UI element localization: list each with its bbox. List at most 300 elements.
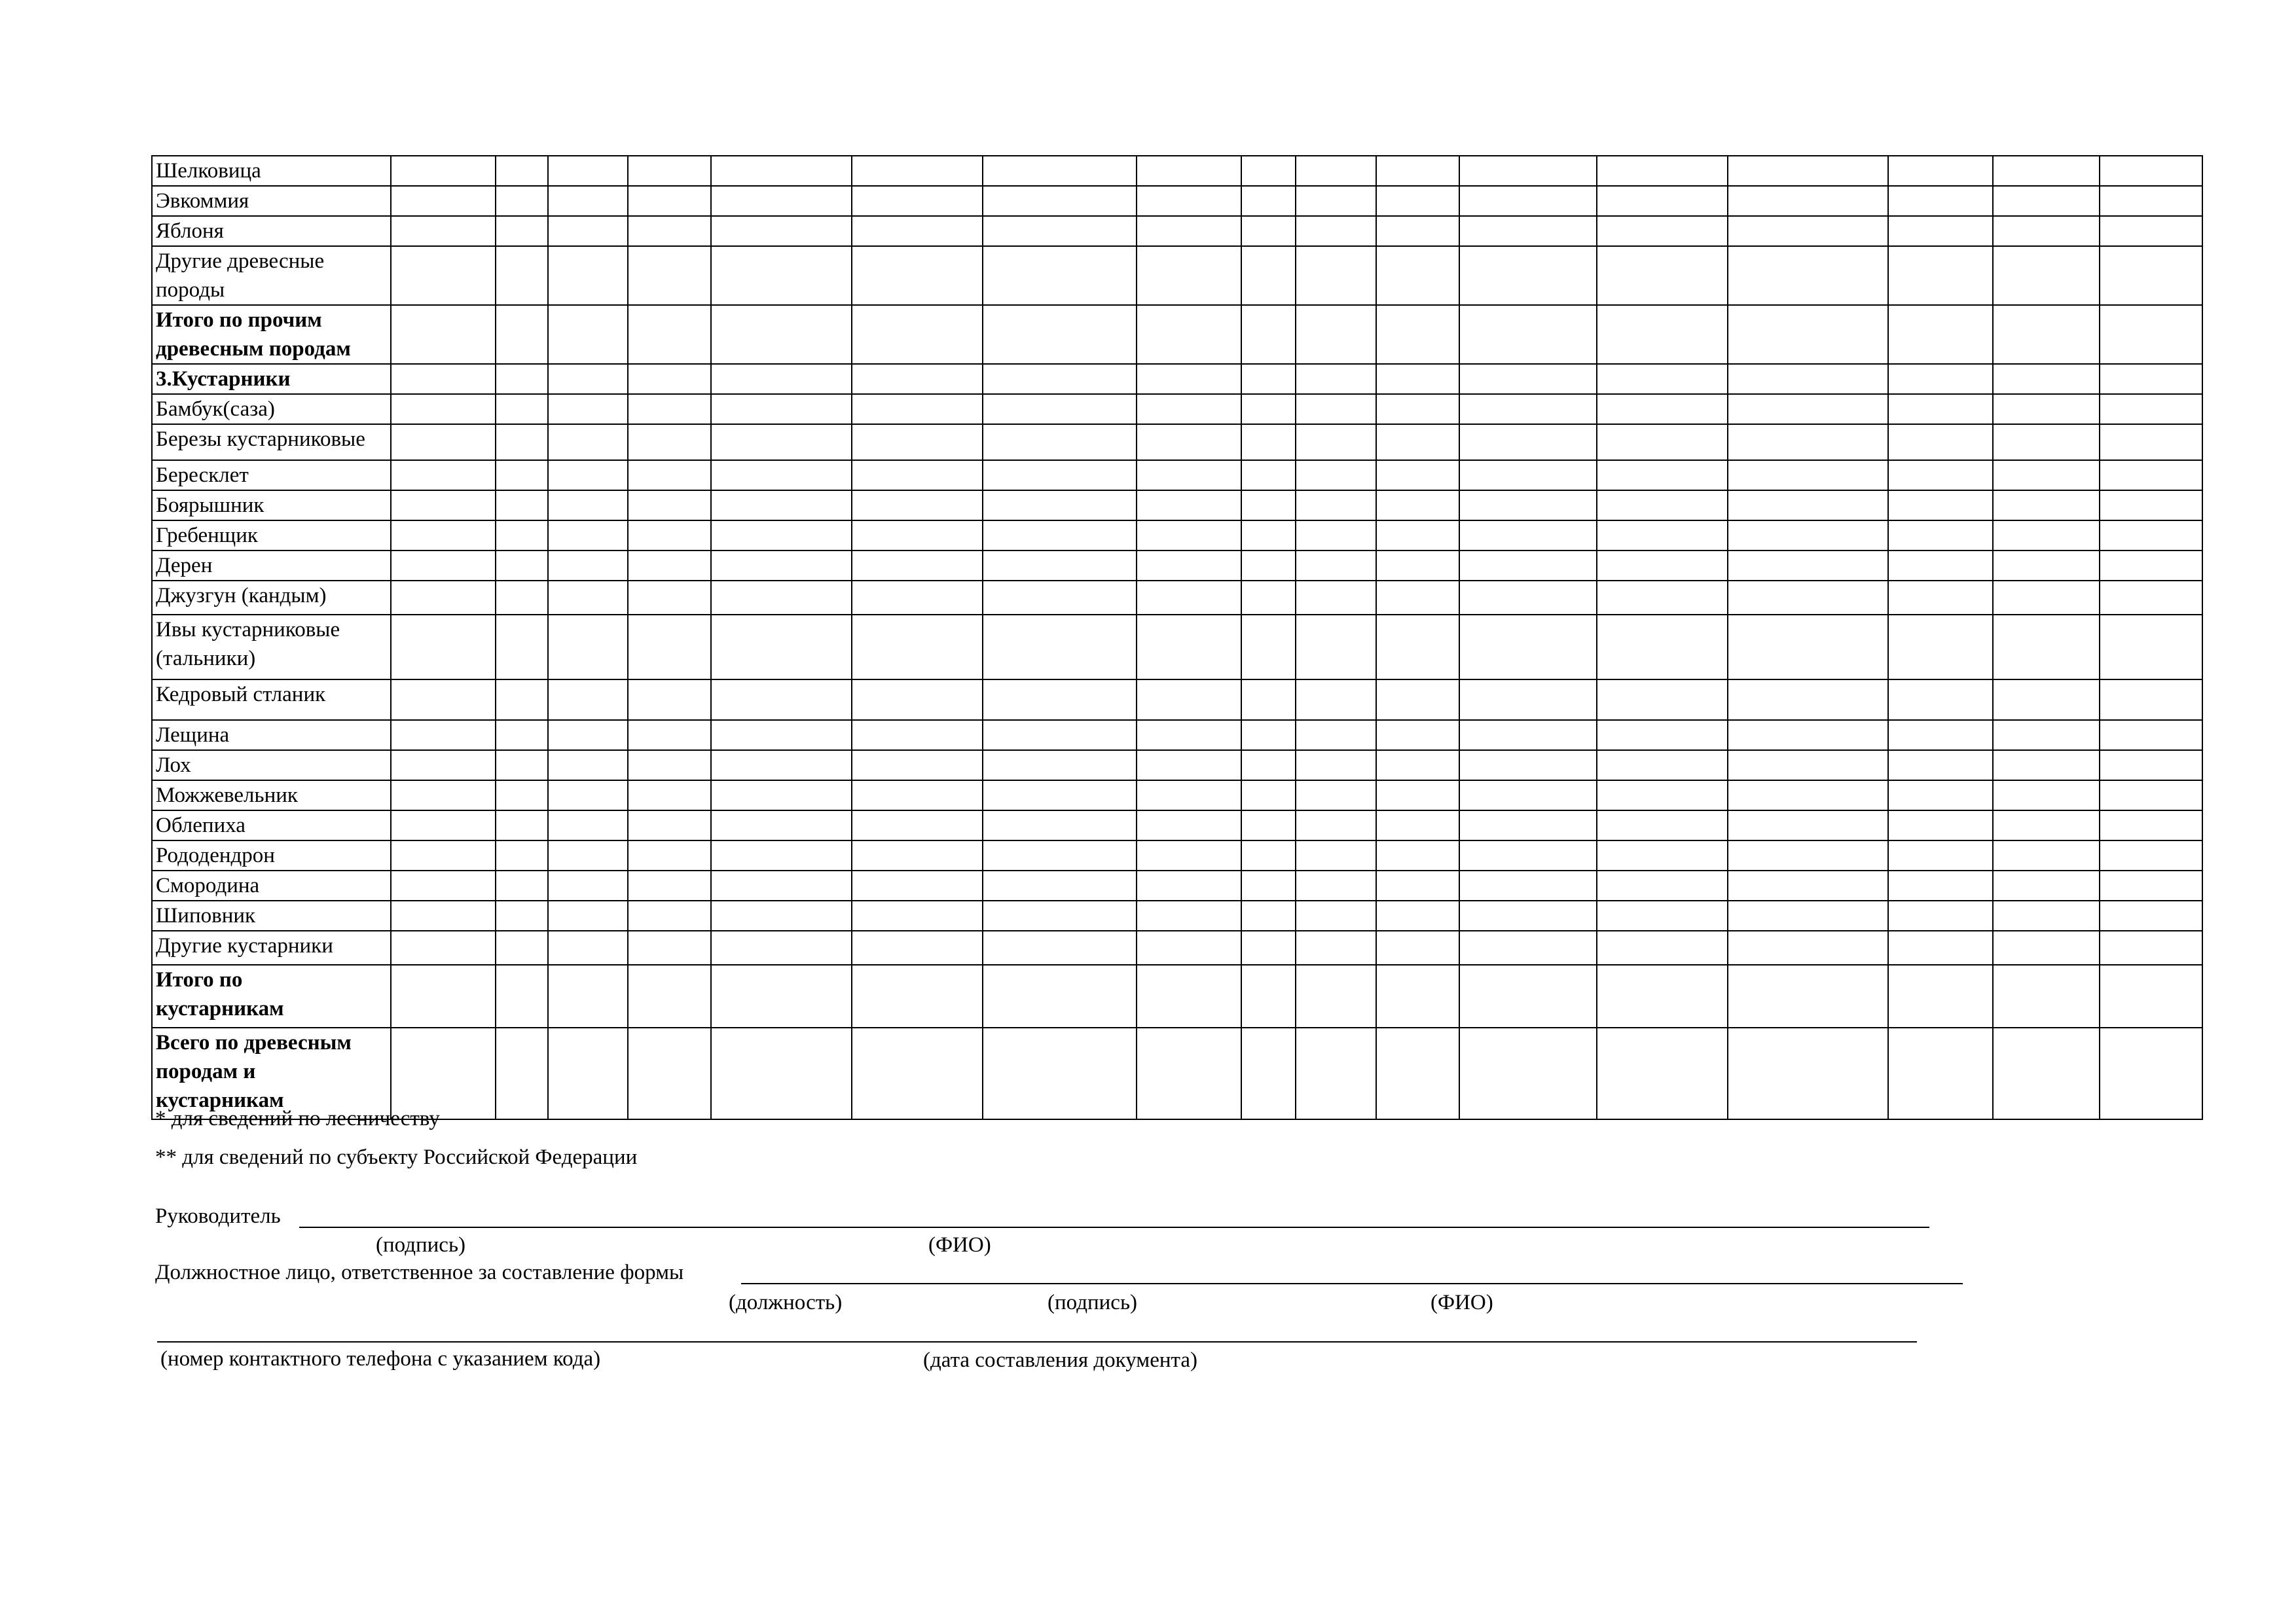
data-cell <box>1376 780 1459 810</box>
data-cell <box>1728 750 1888 780</box>
data-cell <box>1888 780 1993 810</box>
data-cell <box>1888 186 1993 216</box>
note-double-star: ** для сведений по субъекту Российской Федерации <box>155 1146 638 1169</box>
data-cell <box>548 460 628 490</box>
data-cell <box>628 810 711 840</box>
table-row <box>152 246 2202 305</box>
data-cell <box>1459 931 1597 965</box>
data-cell <box>1241 679 1296 720</box>
data-cell <box>391 364 496 394</box>
data-cell <box>1459 901 1597 931</box>
data-cell <box>628 520 711 550</box>
data-cell <box>1241 1028 1296 1119</box>
data-cell <box>2100 1028 2202 1119</box>
data-cell <box>1597 615 1728 679</box>
data-cell <box>1888 460 1993 490</box>
data-cell <box>711 550 852 581</box>
data-cell <box>628 490 711 520</box>
data-cell <box>1241 305 1296 364</box>
table-row <box>152 810 2202 840</box>
data-cell <box>548 679 628 720</box>
data-cell <box>1728 965 1888 1028</box>
data-cell <box>1597 931 1728 965</box>
data-cell <box>983 871 1137 901</box>
data-cell <box>1728 679 1888 720</box>
data-cell <box>983 520 1137 550</box>
data-cell <box>628 581 711 615</box>
data-cell <box>1888 1028 1993 1119</box>
data-cell <box>852 424 983 460</box>
table-row <box>152 460 2202 490</box>
data-cell <box>711 931 852 965</box>
data-cell <box>1993 581 2100 615</box>
date-hint: (дата составления документа) <box>923 1348 1197 1372</box>
data-cell <box>1376 550 1459 581</box>
data-cell <box>2100 750 2202 780</box>
data-cell <box>628 965 711 1028</box>
data-cell <box>496 840 548 871</box>
table-row <box>152 305 2202 364</box>
official-name-hint: (ФИО) <box>1430 1291 1493 1314</box>
data-cell <box>1993 840 2100 871</box>
data-cell <box>1376 615 1459 679</box>
table-row <box>152 394 2202 424</box>
data-cell <box>391 394 496 424</box>
data-cell <box>1137 840 1241 871</box>
data-cell <box>1459 424 1597 460</box>
data-cell <box>548 720 628 750</box>
data-cell <box>2100 186 2202 216</box>
data-cell <box>628 1028 711 1119</box>
data-cell <box>548 1028 628 1119</box>
data-cell <box>852 871 983 901</box>
data-cell <box>983 460 1137 490</box>
data-cell <box>852 840 983 871</box>
data-cell <box>1888 810 1993 840</box>
data-cell <box>1728 305 1888 364</box>
data-cell <box>2100 394 2202 424</box>
table-row <box>152 901 2202 931</box>
data-cell <box>852 246 983 305</box>
data-cell <box>1597 394 1728 424</box>
data-cell <box>852 901 983 931</box>
data-cell <box>391 679 496 720</box>
data-cell <box>1137 305 1241 364</box>
data-cell <box>852 186 983 216</box>
species-name-cell: Смородина <box>152 871 391 901</box>
data-cell <box>1137 931 1241 965</box>
table-row <box>152 840 2202 871</box>
data-cell <box>1241 810 1296 840</box>
data-cell <box>711 581 852 615</box>
data-cell <box>1137 965 1241 1028</box>
data-cell <box>1993 550 2100 581</box>
data-cell <box>1728 901 1888 931</box>
data-cell <box>1728 581 1888 615</box>
species-table <box>151 155 2203 1120</box>
data-cell <box>1137 780 1241 810</box>
data-cell <box>548 246 628 305</box>
data-cell <box>1137 424 1241 460</box>
table-row <box>152 364 2202 394</box>
data-cell <box>711 901 852 931</box>
data-cell <box>496 305 548 364</box>
data-cell <box>391 520 496 550</box>
data-cell <box>1459 780 1597 810</box>
data-cell <box>711 965 852 1028</box>
species-name-cell: Другие кустарники <box>152 931 391 965</box>
data-cell <box>1993 305 2100 364</box>
data-cell <box>711 424 852 460</box>
head-label: Руководитель <box>155 1204 281 1228</box>
data-cell <box>628 840 711 871</box>
data-cell <box>1888 246 1993 305</box>
data-cell <box>1296 424 1376 460</box>
data-cell <box>1296 156 1376 186</box>
data-cell <box>1728 364 1888 394</box>
data-cell <box>2100 931 2202 965</box>
data-cell <box>1459 490 1597 520</box>
table-body <box>152 156 2202 1119</box>
data-cell <box>1728 490 1888 520</box>
data-cell <box>628 720 711 750</box>
data-cell <box>1376 460 1459 490</box>
data-cell <box>496 931 548 965</box>
data-cell <box>1597 490 1728 520</box>
data-cell <box>711 460 852 490</box>
data-cell <box>1137 901 1241 931</box>
data-cell <box>2100 901 2202 931</box>
table-row <box>152 490 2202 520</box>
note-single-star: * для сведений по лесничеству <box>155 1107 440 1130</box>
data-cell <box>1888 750 1993 780</box>
data-cell <box>391 460 496 490</box>
data-cell <box>2100 156 2202 186</box>
data-cell <box>1597 581 1728 615</box>
data-cell <box>1888 550 1993 581</box>
species-name-cell: Облепиха <box>152 810 391 840</box>
data-cell <box>391 871 496 901</box>
data-cell <box>1888 216 1993 246</box>
data-cell <box>496 186 548 216</box>
data-cell <box>983 901 1137 931</box>
data-cell <box>2100 460 2202 490</box>
data-cell <box>1728 394 1888 424</box>
data-cell <box>1993 186 2100 216</box>
data-cell <box>852 460 983 490</box>
data-cell <box>628 424 711 460</box>
species-name-cell: Лох <box>152 750 391 780</box>
data-cell <box>1296 550 1376 581</box>
data-cell <box>1597 840 1728 871</box>
data-cell <box>628 780 711 810</box>
data-cell <box>1459 364 1597 394</box>
data-cell <box>391 246 496 305</box>
data-cell <box>711 840 852 871</box>
data-cell <box>852 520 983 550</box>
data-cell <box>548 394 628 424</box>
species-name-cell: Бамбук(саза) <box>152 394 391 424</box>
data-cell <box>1993 965 2100 1028</box>
data-cell <box>391 750 496 780</box>
data-cell <box>391 305 496 364</box>
data-cell <box>711 156 852 186</box>
data-cell <box>1888 840 1993 871</box>
data-cell <box>2100 216 2202 246</box>
data-cell <box>852 780 983 810</box>
species-name-cell: Итого по прочим древесным породам <box>152 305 391 364</box>
data-cell <box>496 720 548 750</box>
data-cell <box>852 581 983 615</box>
data-cell <box>496 550 548 581</box>
data-cell <box>548 901 628 931</box>
data-cell <box>852 156 983 186</box>
data-cell <box>983 305 1137 364</box>
data-cell <box>1296 520 1376 550</box>
data-cell <box>1459 550 1597 581</box>
table-row <box>152 550 2202 581</box>
head-signature-hint: (подпись) <box>376 1233 465 1257</box>
data-cell <box>1376 581 1459 615</box>
data-cell <box>1241 364 1296 394</box>
data-cell <box>983 394 1137 424</box>
species-name-cell: Эвкоммия <box>152 186 391 216</box>
data-cell <box>1459 460 1597 490</box>
data-cell <box>1459 679 1597 720</box>
data-cell <box>391 901 496 931</box>
data-cell <box>548 780 628 810</box>
data-cell <box>1459 615 1597 679</box>
data-cell <box>2100 840 2202 871</box>
data-cell <box>496 581 548 615</box>
data-cell <box>628 186 711 216</box>
data-cell <box>548 216 628 246</box>
data-cell <box>628 679 711 720</box>
data-cell <box>1597 965 1728 1028</box>
data-cell <box>548 965 628 1028</box>
data-cell <box>1296 679 1376 720</box>
data-cell <box>1728 246 1888 305</box>
data-cell <box>1296 871 1376 901</box>
data-cell <box>391 216 496 246</box>
data-cell <box>1597 679 1728 720</box>
data-cell <box>1241 720 1296 750</box>
data-cell <box>1728 871 1888 901</box>
data-cell <box>1993 780 2100 810</box>
data-cell <box>1888 394 1993 424</box>
data-cell <box>2100 305 2202 364</box>
table-row <box>152 1028 2202 1119</box>
data-cell <box>852 490 983 520</box>
data-cell <box>1728 216 1888 246</box>
table-row <box>152 720 2202 750</box>
table-row <box>152 965 2202 1028</box>
data-cell <box>1993 1028 2100 1119</box>
data-cell <box>852 679 983 720</box>
data-cell <box>1296 186 1376 216</box>
data-cell <box>1241 186 1296 216</box>
data-cell <box>983 750 1137 780</box>
data-cell <box>548 550 628 581</box>
data-cell <box>628 246 711 305</box>
data-cell <box>1296 965 1376 1028</box>
data-cell <box>548 424 628 460</box>
data-cell <box>1296 810 1376 840</box>
data-cell <box>1137 156 1241 186</box>
data-cell <box>1888 490 1993 520</box>
data-cell <box>1993 364 2100 394</box>
data-cell <box>1993 901 2100 931</box>
data-cell <box>391 780 496 810</box>
data-cell <box>1137 460 1241 490</box>
data-cell <box>548 156 628 186</box>
data-cell <box>1888 931 1993 965</box>
data-cell <box>1993 460 2100 490</box>
data-cell <box>983 424 1137 460</box>
phone-hint: (номер контактного телефона с указанием кода) <box>160 1347 601 1371</box>
data-cell <box>391 550 496 581</box>
data-cell <box>1376 871 1459 901</box>
data-cell <box>1888 520 1993 550</box>
data-cell <box>628 871 711 901</box>
species-name-cell: Бересклет <box>152 460 391 490</box>
data-cell <box>711 364 852 394</box>
data-cell <box>1597 520 1728 550</box>
data-cell <box>1597 156 1728 186</box>
data-cell <box>1597 720 1728 750</box>
table-row <box>152 156 2202 186</box>
data-cell <box>1888 156 1993 186</box>
official-signature-line <box>741 1283 1963 1284</box>
species-name-cell: Березы кустарниковые <box>152 424 391 460</box>
official-position-hint: (должность) <box>729 1291 843 1314</box>
data-cell <box>1241 156 1296 186</box>
data-cell <box>1241 550 1296 581</box>
data-cell <box>496 520 548 550</box>
data-cell <box>1376 840 1459 871</box>
data-cell <box>1241 615 1296 679</box>
data-cell <box>1296 931 1376 965</box>
data-cell <box>1597 216 1728 246</box>
data-cell <box>983 246 1137 305</box>
data-cell <box>1597 364 1728 394</box>
data-cell <box>1597 460 1728 490</box>
data-cell <box>391 581 496 615</box>
data-cell <box>1888 364 1993 394</box>
data-cell <box>852 615 983 679</box>
table-row <box>152 615 2202 679</box>
data-cell <box>1597 780 1728 810</box>
data-cell <box>1376 424 1459 460</box>
data-cell <box>548 581 628 615</box>
data-cell <box>1241 840 1296 871</box>
data-cell <box>391 720 496 750</box>
data-cell <box>1241 931 1296 965</box>
data-cell <box>711 490 852 520</box>
data-cell <box>1296 490 1376 520</box>
data-cell <box>2100 615 2202 679</box>
data-cell <box>628 615 711 679</box>
data-cell <box>852 720 983 750</box>
data-cell <box>2100 679 2202 720</box>
data-cell <box>1137 186 1241 216</box>
data-cell <box>1888 871 1993 901</box>
data-cell <box>1459 840 1597 871</box>
species-name-cell: Кедровый стланик <box>152 679 391 720</box>
data-cell <box>852 550 983 581</box>
data-cell <box>391 931 496 965</box>
data-cell <box>1296 750 1376 780</box>
data-cell <box>391 490 496 520</box>
data-cell <box>1241 871 1296 901</box>
species-name-cell: Ивы кустарниковые (тальники) <box>152 615 391 679</box>
data-cell <box>1888 720 1993 750</box>
data-cell <box>1137 615 1241 679</box>
data-cell <box>1241 246 1296 305</box>
data-cell <box>1376 810 1459 840</box>
data-cell <box>1888 305 1993 364</box>
data-cell <box>711 780 852 810</box>
data-cell <box>496 364 548 394</box>
data-cell <box>496 780 548 810</box>
data-cell <box>1241 460 1296 490</box>
data-cell <box>628 460 711 490</box>
species-name-cell: Гребенщик <box>152 520 391 550</box>
data-cell <box>1296 246 1376 305</box>
data-cell <box>1241 216 1296 246</box>
data-cell <box>1459 810 1597 840</box>
table-row <box>152 679 2202 720</box>
data-cell <box>983 720 1137 750</box>
data-cell <box>548 810 628 840</box>
data-cell <box>628 364 711 394</box>
data-cell <box>983 679 1137 720</box>
data-cell <box>496 394 548 424</box>
data-cell <box>1137 394 1241 424</box>
data-cell <box>391 810 496 840</box>
data-cell <box>496 156 548 186</box>
data-cell <box>628 394 711 424</box>
table-row <box>152 424 2202 460</box>
data-cell <box>1296 720 1376 750</box>
data-cell <box>1296 901 1376 931</box>
data-cell <box>628 750 711 780</box>
data-cell <box>1241 394 1296 424</box>
data-cell <box>1241 750 1296 780</box>
data-cell <box>1241 780 1296 810</box>
data-cell <box>391 156 496 186</box>
data-cell <box>1137 720 1241 750</box>
official-signature-hint: (подпись) <box>1048 1291 1137 1314</box>
data-cell <box>1137 679 1241 720</box>
data-cell <box>1376 520 1459 550</box>
data-cell <box>548 364 628 394</box>
data-cell <box>1993 424 2100 460</box>
data-cell <box>1459 965 1597 1028</box>
data-cell <box>2100 780 2202 810</box>
data-cell <box>1241 581 1296 615</box>
data-cell <box>1888 615 1993 679</box>
data-cell <box>1459 305 1597 364</box>
data-cell <box>1728 156 1888 186</box>
data-cell <box>711 615 852 679</box>
data-cell <box>1376 490 1459 520</box>
data-cell <box>852 305 983 364</box>
data-cell <box>1888 581 1993 615</box>
data-cell <box>983 490 1137 520</box>
data-cell <box>983 1028 1137 1119</box>
table-row <box>152 186 2202 216</box>
